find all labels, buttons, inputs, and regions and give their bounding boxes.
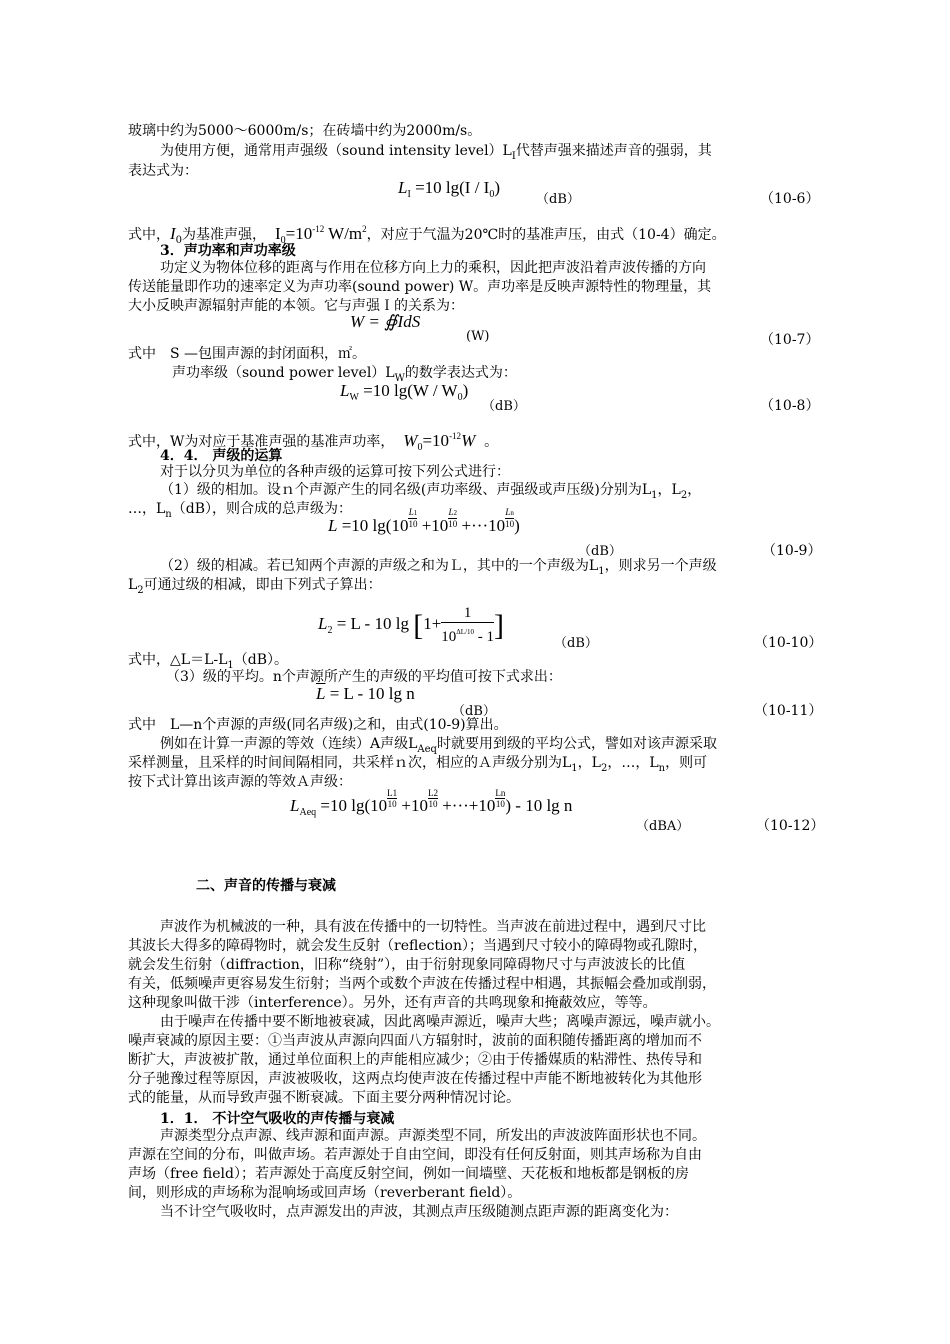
text-line: 有关，低频噪声更容易发生衍射；当两个或数个声波在传播过程中相遇，其振幅会叠加或削弱， [128,976,716,992]
text-line: 式中，$I_0$为基准声强， $I_0=10^{-12}$ $W/m^2$，对应于气温为20℃时的基准声压，由式（10-4）确定。 [128,224,726,246]
text-line: 例如在计算一声源的等效（连续）A声级$L_{Aeq}$时就要用到级的平均公式，譬如对该声源采取 [160,736,717,755]
formula-10-9: L =10 lg(10 $\frac{L1}{10}$ +10 $\frac{L2}{10}$ +···10 $\frac{Ln}{10}$ ) [328,507,520,535]
text-line: 式中 S —包围声源的封闭面积，㎡。 [128,346,367,362]
text-line: …，$L_n(dB)$，则合成的总声级为： [128,501,352,520]
formula-unit: (W) [466,329,490,344]
subsection-heading: 1．1． 不计空气吸收的声传播与衰减 [160,1111,395,1127]
equation-number: （10-6） [760,191,820,207]
text-line: 采样测量，且采样的时间间隔相同，共采样ｎ次，相应的Ａ声级分别为$L_1$，$L_2$，…，$L_n$，则可 [128,755,708,774]
text-line: 声功率级（sound power $level)L_W$的数学表达式为： [172,365,517,384]
text-line: （1）级的相加。设ｎ个声源产生的同名级(声功率级、声强级或声压级)分别为$L_1$，$L_2$， [160,482,702,501]
text-line: （3）级的平均。n个声源所产生的声级的平均值可按下式求出： [166,669,562,685]
I0-value: $I_0=10^{-12}$ $W/m^2$ [274,224,367,246]
text-line: （2）级的相减。若已知两个声源的声级之和为Ｌ，其中的一个声级为$L_1$，则求另一个声级 [160,558,717,577]
formula-10-12: $L_{Aeq} =10$ lg(10 $\frac{L1}{10}$ +10 $\frac{L2}{10}$ +···+10 $\frac{Ln}{10}$ ) - 10 lg n [290,787,573,818]
text-line: 大小反映声源辐射声能的本领。它与声强Ｉ的关系为： [128,298,464,314]
text-line: 玻璃中约为5000～6000m/s；在砖墙中约为2000m/s。 [128,123,482,139]
text-line: 噪声衰减的原因主要：①当声波从声源向四面八方辐射时，波前的面积随传播距离的增加而不 [128,1033,702,1049]
text-line: $L_2$可通过级的相减，即由下列式子算出： [128,577,382,596]
text-line: 式中 L—n个声源的声级(同名声级)之和，由式(10-9)算出。 [128,717,508,733]
formula-unit: （dB） [554,636,598,651]
formula-unit: （dB） [482,399,526,414]
text-line: 功定义为物体位移的距离与作用在位移方向上力的乘积，因此把声波沿着声波传播的方向 [160,260,706,276]
formula-unit: （dB） [536,192,580,207]
section-heading: 4．4． 声级的运算 [160,448,283,464]
formula-unit: （dB） [578,544,622,559]
text-line: 声源类型分点声源、线声源和面声源。声源类型不同，所发出的声波波阵面形状也不同。 [160,1128,706,1144]
equation-number: （10-12） [756,818,825,834]
section-heading: 3．声功率和声功率级 [160,243,296,259]
formula-10-10: $L_2 = L - 10$ lg [1+ $\frac{1}{10^{\Delta L/10} - 1}$ ] [318,605,505,645]
equation-number: （10-7） [760,332,820,348]
text-line: 声场（free field）；若声源处于高度反射空间，例如一间墙壁、天花板和地板都是钢板的房 [128,1166,689,1182]
text-line: 分子驰豫过程等原因，声波被吸收，这两点均使声波在传播过程中声能不断地被转化为其他形 [128,1071,702,1087]
formula-10-8: $L_W =10$ $\lg(W / W_0)$ [340,381,469,403]
text-line: 式中，$\triangle L=L-L_1(dB)$。 [128,652,289,671]
text-line: 其波长大得多的障碍物时，就会发生反射（reflection）；当遇到尺寸较小的障碍物或孔隙时， [128,938,707,954]
equation-number: （10-9） [762,543,822,559]
text-line: 声波作为机械波的一种，具有波在传播中的一切特性。当声波在前进过程中，遇到尺寸比 [160,919,706,935]
text-line: 表达式为： [128,163,198,179]
text-line: 按下式计算出该声源的等效Ａ声级： [128,774,352,790]
text-line: 传送能量即作功的速率定义为声功率(sound power) W。声功率是反映声源特性的物理量，其 [128,279,712,295]
text-line: 声源在空间的分布，叫做声场。若声源处于自由空间，即没有任何反射面，则其声场称为自由 [128,1147,702,1163]
text-line: 式中，W为对应于基准声强的基准声功率， $W_0=10^{-12}W$ 。 [128,431,499,453]
formula-10-7: W = ∯IdS [350,312,421,331]
equation-number: （10-8） [760,398,820,414]
text-line: 对于以分贝为单位的各种声级的运算可按下列公式进行： [160,464,510,480]
equation-number: （10-11） [754,703,823,719]
text-line: 就会发生衍射（diffraction，旧称“绕射”），由于衍射现象同障碍物尺寸与声波波长的比值 [128,957,686,973]
text-line: 式的能量，从而导致声强不断衰减。下面主要分两种情况讨论。 [128,1090,520,1106]
text-line: 这种现象叫做干涉（interference）。另外，还有声音的共鸣现象和掩蔽效应，等等。 [128,995,657,1011]
W0-value: $W_0=10^{-12}W$ [403,431,476,453]
formula-unit: （dBA） [636,819,690,834]
equation-number: （10-10） [754,635,823,651]
formula-10-11: $\overline{L} = L - 10$ lg n [316,684,415,703]
text-line: 当不计空气吸收时，点声源发出的声波，其测点声压级随测点距声源的距离变化为： [160,1204,678,1220]
formula-10-6: $L_I =10$ $\lg(I / I_0)$ [398,178,501,200]
text-line: 断扩大，声波被扩散，通过单位面积上的声能相应减少；②由于传播媒质的粘滞性、热传导和 [128,1052,702,1068]
text-line: 间，则形成的声场称为混响场或回声场（reverberant field）。 [128,1185,522,1201]
text-line: 为使用方便，通常用声强级（sound intensity $level)L_I$代替声强来描述声音的强弱，其 [160,143,712,162]
section-title: 二、声音的传播与衰减 [196,878,336,894]
formula-unit: （dB） [452,704,496,719]
text-line: 由于噪声在传播中要不断地被衰减，因此离噪声源近，噪声大些；离噪声源远，噪声就小。 [160,1014,720,1030]
